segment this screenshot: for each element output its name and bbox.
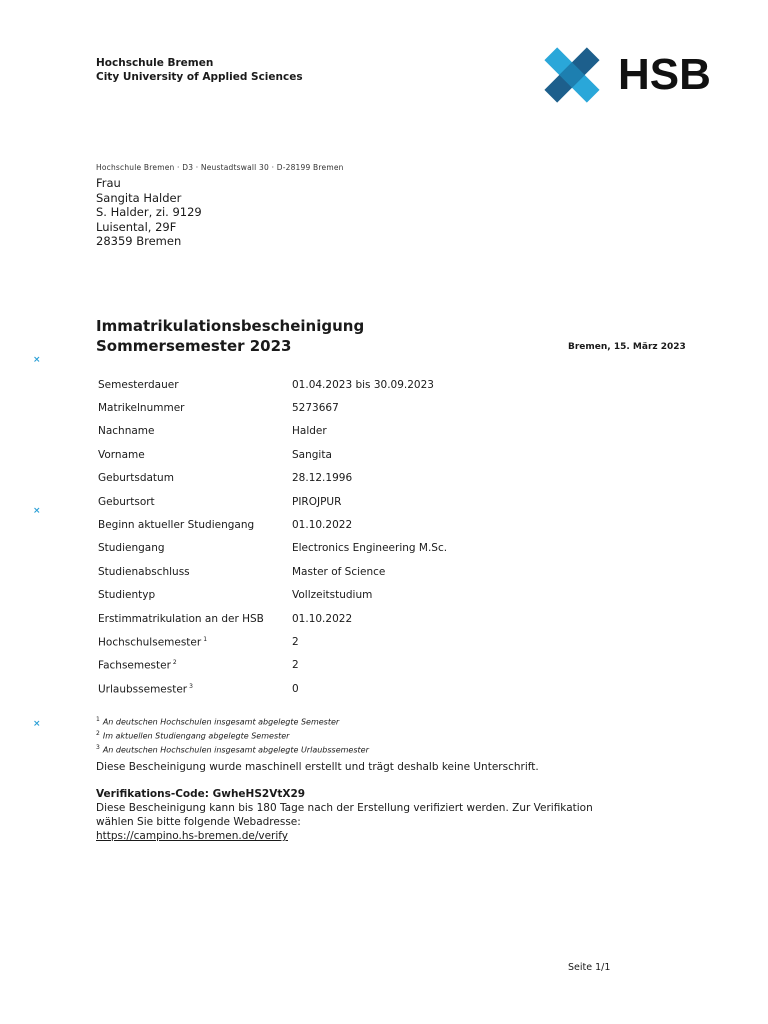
field-value: Electronics Engineering M.Sc. — [292, 542, 448, 555]
table-row — [96, 396, 552, 419]
field-value: Master of Science — [292, 565, 386, 578]
field-value: 01.04.2023 bis 30.09.2023 — [292, 378, 434, 391]
footnote-text: An deutschen Hochschulen insgesamt abgelegte Semester — [102, 717, 340, 727]
field-label-cell — [96, 607, 290, 630]
field-value: 28.12.1996 — [292, 472, 353, 485]
table-row — [96, 420, 552, 443]
recipient-address — [96, 176, 202, 249]
fold-marker: × — [33, 506, 41, 516]
table-row — [96, 630, 552, 653]
footnote-text: Im aktuellen Studiengang abgelegte Semester — [102, 731, 290, 741]
table-row — [96, 467, 552, 490]
field-label-cell — [96, 467, 290, 490]
field-label: Studiengang — [98, 542, 165, 555]
hsb-logo — [534, 35, 724, 115]
table-row — [96, 443, 552, 466]
field-label: Erstimmatrikulation an der HSB — [98, 612, 264, 625]
document-title — [96, 316, 364, 356]
field-label-cell — [96, 630, 290, 653]
field-label-cell — [96, 560, 290, 583]
field-value: Sangita — [292, 448, 332, 461]
field-value: Vollzeitstudium — [292, 589, 373, 602]
field-label-cell — [96, 513, 290, 536]
table-row — [96, 607, 552, 630]
table-row — [96, 373, 552, 396]
sender-name: Hochschule Bremen — [96, 57, 214, 69]
field-label: Geburtsort — [98, 495, 155, 508]
table-row — [96, 513, 552, 536]
svg-text:HSB: HSB — [618, 50, 711, 99]
field-label: Studienabschluss — [98, 565, 190, 578]
footnote-text: An deutschen Hochschulen insgesamt abgelegte Urlaubssemester — [102, 745, 369, 755]
recipient-care-of: S. Halder, zi. 9129 — [96, 205, 202, 219]
field-value: 2 — [292, 635, 299, 648]
table-row — [96, 560, 552, 583]
table-row — [96, 537, 552, 560]
field-label-cell — [96, 420, 290, 443]
table-row — [96, 654, 552, 677]
field-label: Beginn aktueller Studiengang — [98, 519, 255, 532]
field-value: 0 — [292, 682, 299, 695]
sender-subtitle: City University of Applied Sciences — [96, 71, 303, 83]
verification-code: Verifikations-Code: GwheHS2VtX29 — [96, 788, 306, 800]
footnote-reference: 2 — [172, 659, 177, 667]
field-label: Nachname — [98, 425, 155, 438]
footnote — [96, 714, 369, 728]
field-label: Semesterdauer — [98, 378, 179, 391]
footnotes — [96, 714, 369, 756]
footnote-number: 1 — [96, 716, 100, 723]
footnote — [96, 742, 369, 756]
document-date: Bremen, 15. März 2023 — [568, 342, 686, 352]
field-label-cell — [96, 677, 290, 700]
hsb-logo-mark — [534, 35, 724, 115]
field-value: 01.10.2022 — [292, 612, 353, 625]
field-label: Studientyp — [98, 589, 156, 602]
fold-marker: × — [33, 719, 41, 729]
field-value: 5273667 — [292, 402, 339, 415]
field-label-cell — [96, 537, 290, 560]
footnote-number: 2 — [96, 730, 100, 738]
field-label-cell — [96, 396, 290, 419]
verification-text-line1: Diese Bescheinigung kann bis 180 Tage nach der Erstellung verifiziert werden. Zur Verifikation — [96, 802, 593, 814]
recipient-street: Luisental, 29F — [96, 219, 177, 234]
recipient-name: Sangita Halder — [96, 190, 182, 205]
sender-block — [96, 56, 303, 84]
field-label-cell — [96, 443, 290, 466]
field-label-cell — [96, 584, 290, 607]
field-label-cell — [96, 373, 290, 396]
machine-generated-statement: Diese Bescheinigung wurde maschinell erstellt und trägt deshalb keine Unterschrift. — [96, 761, 539, 773]
field-value: Halder — [292, 425, 327, 438]
field-label-cell — [96, 490, 290, 513]
field-label: Fachsemester — [98, 659, 171, 672]
fold-marker: × — [33, 355, 41, 365]
field-value: PIROJPUR — [292, 495, 342, 508]
document-title-line1: Immatrikulationsbescheinigung — [96, 317, 365, 335]
field-label-cell — [96, 654, 290, 677]
field-label: Geburtsdatum — [98, 472, 174, 485]
document-title-line2: Sommersemester 2023 — [96, 337, 292, 355]
footnote-reference: 1 — [203, 635, 208, 643]
table-row — [96, 677, 552, 700]
table-row — [96, 490, 552, 513]
footnote — [96, 728, 369, 742]
field-label: Vorname — [98, 448, 145, 461]
field-label: Matrikelnummer — [98, 402, 185, 415]
recipient-city: 28359 Bremen — [96, 234, 182, 248]
verification-text-line2: wählen Sie bitte folgende Webadresse: — [96, 816, 301, 828]
table-row — [96, 584, 552, 607]
field-label: Urlaubssemester — [98, 683, 188, 696]
verification-url-link[interactable]: https://campino.hs-bremen.de/verify — [96, 830, 288, 842]
page-number: Seite 1/1 — [568, 962, 611, 973]
enrollment-data-table — [96, 373, 552, 700]
footnote-reference: 3 — [189, 682, 193, 690]
return-address: Hochschule Bremen · D3 · Neustadtswall 30 · D-28199 Bremen — [96, 163, 344, 172]
verification-block — [96, 787, 593, 843]
field-label: Hochschulsemester — [98, 636, 202, 649]
footnote-number: 3 — [96, 744, 100, 752]
recipient-salutation: Frau — [96, 176, 121, 190]
field-value: 01.10.2022 — [292, 519, 353, 532]
field-value: 2 — [292, 659, 299, 672]
